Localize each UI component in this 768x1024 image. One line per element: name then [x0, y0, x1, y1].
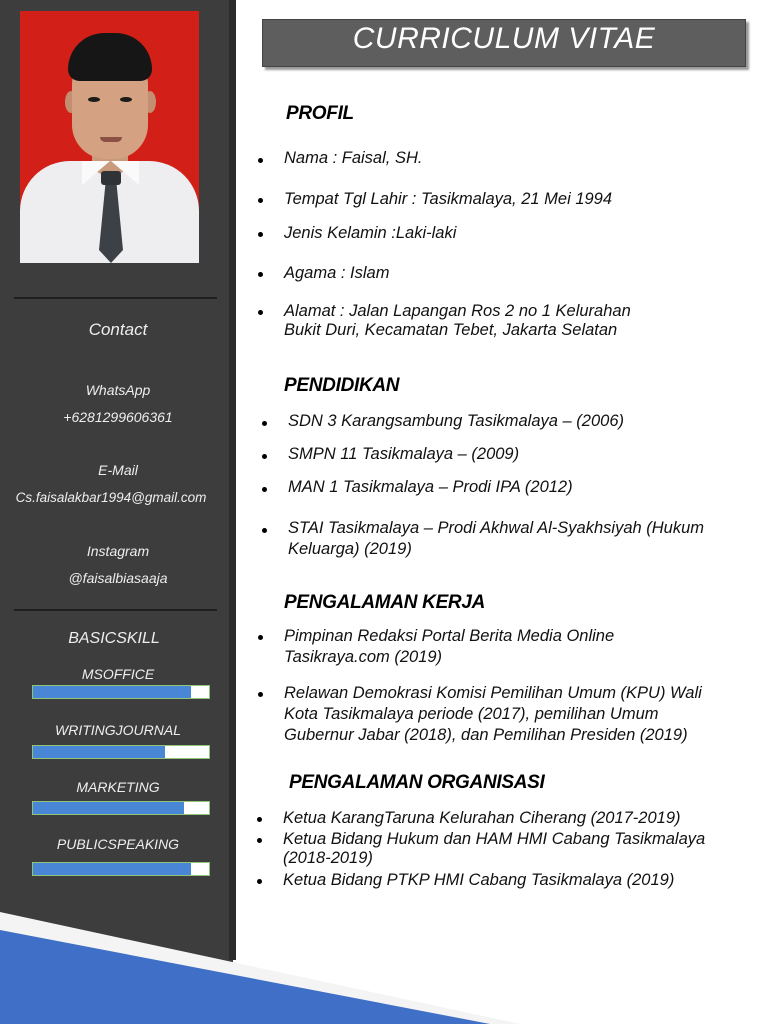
- profil-item: Nama : Faisal, SH.: [284, 149, 423, 167]
- section-heading-kerja: PENGALAMAN KERJA: [284, 592, 486, 613]
- bullet: [257, 879, 262, 884]
- organisasi-item: Ketua Bidang Hukum dan HAM HMI Cabang Tasikmalaya: [283, 830, 706, 848]
- bullet: [258, 635, 263, 640]
- whatsapp-value: +6281299606361: [63, 409, 173, 425]
- kerja-item: Pimpinan Redaksi Portal Berita Media Online: [284, 627, 615, 645]
- bullet: [262, 421, 267, 426]
- instagram-value: @faisalbiasaaja: [68, 570, 168, 586]
- skill-label: MSOFFICE: [81, 666, 155, 682]
- pendidikan-item: SMPN 11 Tasikmalaya – (2009): [288, 445, 520, 463]
- contact-title: Contact: [88, 320, 148, 339]
- bullet: [258, 692, 263, 697]
- bullet: [258, 232, 263, 237]
- bullet: [257, 817, 262, 822]
- bullet: [258, 272, 263, 277]
- section-heading-organisasi: PENGALAMAN ORGANISASI: [289, 772, 545, 793]
- organisasi-item: Ketua Bidang PTKP HMI Cabang Tasikmalaya (2019): [283, 871, 675, 889]
- kerja-item-continuation: Gubernur Jabar (2018), dan Pemilihan Presiden (2019): [284, 726, 688, 744]
- bullet: [262, 528, 267, 533]
- profil-item: Alamat : Jalan Lapangan Ros 2 no 1 Kelurahan: [284, 302, 631, 320]
- email-label: E-Mail: [98, 462, 138, 478]
- title-box: [262, 19, 746, 67]
- profil-item: Jenis Kelamin :Laki-laki: [284, 224, 457, 242]
- skill-label: PUBLICSPEAKING: [56, 836, 180, 852]
- pendidikan-item: SDN 3 Karangsambung Tasikmalaya – (2006): [288, 412, 624, 430]
- section-heading-profil: PROFIL: [286, 103, 354, 124]
- bullet: [258, 310, 263, 315]
- kerja-item-continuation: Tasikraya.com (2019): [284, 648, 443, 666]
- organisasi-item-continuation: (2018-2019): [283, 849, 373, 867]
- profil-item: Tempat Tgl Lahir : Tasikmalaya, 21 Mei 1994: [284, 190, 613, 208]
- whatsapp-label: WhatsApp: [85, 382, 151, 398]
- bullet: [257, 838, 262, 843]
- bullet: [258, 158, 263, 163]
- kerja-item: Relawan Demokrasi Komisi Pemilihan Umum (KPU) Wali: [284, 684, 702, 702]
- skill-label: WRITINGJOURNAL: [55, 722, 181, 738]
- skill-label: MARKETING: [76, 779, 160, 795]
- organisasi-item: Ketua KarangTaruna Kelurahan Ciherang (2017-2019): [283, 809, 681, 827]
- bullet: [262, 487, 267, 492]
- section-heading-pendidikan: PENDIDIKAN: [284, 375, 400, 396]
- page-title: CURRICULUM VITAE: [352, 22, 656, 55]
- skills-title: BASICSKILL: [68, 630, 160, 647]
- email-value: Cs.faisalakbar1994@gmail.com: [15, 490, 207, 505]
- profil-item: Agama : Islam: [284, 264, 390, 282]
- kerja-item-continuation: Kota Tasikmalaya periode (2017), pemilihan Umum: [284, 705, 659, 723]
- profil-item-continuation: Bukit Duri, Kecamatan Tebet, Jakarta Selatan: [284, 321, 618, 339]
- instagram-label: Instagram: [86, 543, 150, 559]
- pendidikan-item: MAN 1 Tasikmalaya – Prodi IPA (2012): [288, 478, 573, 496]
- pendidikan-item: STAI Tasikmalaya – Prodi Akhwal Al-Syakhsiyah (Hukum: [288, 519, 705, 537]
- bullet: [258, 198, 263, 203]
- bullet: [262, 454, 267, 459]
- pendidikan-item-continuation: Keluarga) (2019): [288, 540, 412, 558]
